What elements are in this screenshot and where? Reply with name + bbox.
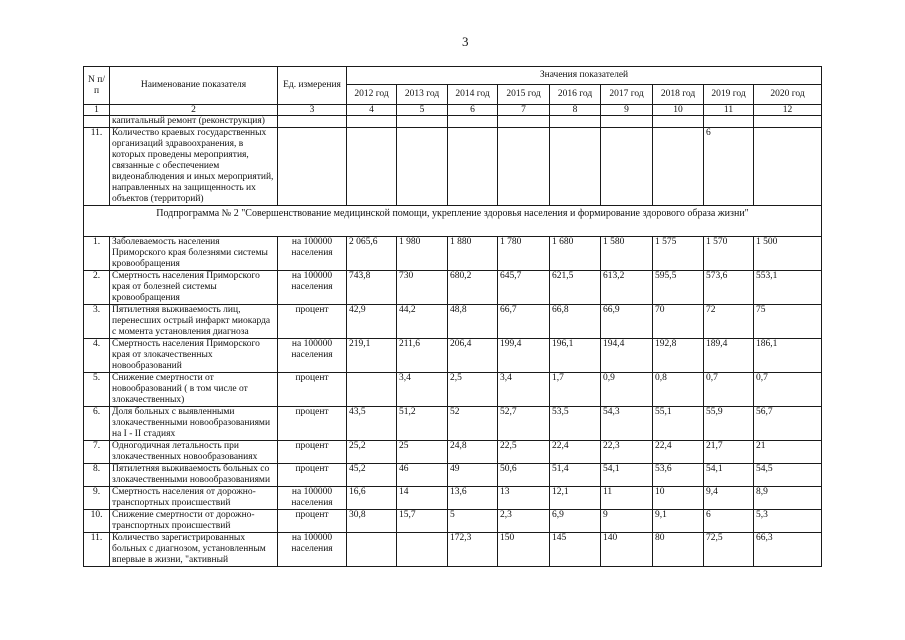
value-cell: 621,5 — [550, 271, 601, 305]
column-number: 7 — [498, 105, 550, 116]
value-cell: 48,8 — [448, 305, 498, 339]
value-cell: 52 — [448, 407, 498, 441]
value-cell: 0,7 — [704, 373, 754, 407]
subprogram-title: Подпрограмма № 2 "Совершенствование медицинской помощи, укрепление здоровья населения и формирование здорового образа жизни" — [84, 206, 822, 237]
row-number: 1. — [84, 237, 110, 271]
unit: процент — [278, 441, 347, 464]
value-cell: 75 — [754, 305, 822, 339]
value-cell: 42,9 — [347, 305, 397, 339]
indicator-name: Смертность населения от дорожно-транспортных происшествий — [110, 487, 278, 510]
value-cell: 743,8 — [347, 271, 397, 305]
unit: процент — [278, 464, 347, 487]
value-cell: 6 — [704, 510, 754, 533]
value-cell: 66,3 — [754, 533, 822, 567]
value-cell: 45,2 — [347, 464, 397, 487]
value-cell: 645,7 — [498, 271, 550, 305]
value-cell: 16,6 — [347, 487, 397, 510]
value-cell — [347, 128, 397, 206]
value-cell: 553,1 — [754, 271, 822, 305]
header-year: 2015 год — [498, 85, 550, 105]
value-cell: 25,2 — [347, 441, 397, 464]
table-row — [84, 305, 822, 339]
value-cell: 1 580 — [601, 237, 653, 271]
indicator-name: Смертность населения Приморского края от болезней системы кровообращения — [110, 271, 278, 305]
value-cell: 22,4 — [550, 441, 601, 464]
value-cell: 25 — [397, 441, 448, 464]
indicator-name: Доля больных с выявленными злокачественными новообразованиями на I - II стадиях — [110, 407, 278, 441]
value-cell: 1 570 — [704, 237, 754, 271]
value-cell: 14 — [397, 487, 448, 510]
value-cell: 12,1 — [550, 487, 601, 510]
column-number: 10 — [653, 105, 704, 116]
value-cell: 0,8 — [653, 373, 704, 407]
value-cell: 66,7 — [498, 305, 550, 339]
continuation-row — [84, 116, 822, 128]
header-num: N п/п — [84, 67, 110, 105]
value-cell: 573,6 — [704, 271, 754, 305]
value-cell: 2 065,6 — [347, 237, 397, 271]
column-number: 12 — [754, 105, 822, 116]
value-cell: 2,5 — [448, 373, 498, 407]
value-cell: 70 — [653, 305, 704, 339]
value-cell: 1 880 — [448, 237, 498, 271]
value-cell: 211,6 — [397, 339, 448, 373]
column-number: 4 — [347, 105, 397, 116]
table-row — [84, 441, 822, 464]
value-cell: 22,3 — [601, 441, 653, 464]
header-year: 2013 год — [397, 85, 448, 105]
table-row — [84, 128, 822, 206]
table-row — [84, 237, 822, 271]
value-cell: 22,5 — [498, 441, 550, 464]
value-cell: 53,6 — [653, 464, 704, 487]
value-cell: 66,9 — [601, 305, 653, 339]
value-cell: 3,4 — [397, 373, 448, 407]
value-cell: 3,4 — [498, 373, 550, 407]
value-cell: 192,8 — [653, 339, 704, 373]
row-number: 10. — [84, 510, 110, 533]
value-cell — [653, 128, 704, 206]
value-cell — [601, 128, 653, 206]
value-cell: 72,5 — [704, 533, 754, 567]
column-number: 2 — [110, 105, 278, 116]
header-year: 2018 год — [653, 85, 704, 105]
value-cell: 21 — [754, 441, 822, 464]
value-cell: 1 680 — [550, 237, 601, 271]
unit: на 100000 населения — [278, 487, 347, 510]
value-cell: 24,8 — [448, 441, 498, 464]
value-cell: 15,7 — [397, 510, 448, 533]
indicators-table — [83, 66, 822, 567]
indicator-name: Пятилетняя выживаемость больных со злокачественными новообразованиями — [110, 464, 278, 487]
value-cell: 55,1 — [653, 407, 704, 441]
value-cell: 51,4 — [550, 464, 601, 487]
value-cell: 680,2 — [448, 271, 498, 305]
value-cell: 1 980 — [397, 237, 448, 271]
table-row — [84, 510, 822, 533]
value-cell: 44,2 — [397, 305, 448, 339]
value-cell: 140 — [601, 533, 653, 567]
value-cell: 194,4 — [601, 339, 653, 373]
value-cell: 54,3 — [601, 407, 653, 441]
header-values: Значения показателей — [347, 67, 822, 85]
value-cell: 1 575 — [653, 237, 704, 271]
value-cell: 80 — [653, 533, 704, 567]
value-cell — [347, 373, 397, 407]
row-number: 5. — [84, 373, 110, 407]
unit: на 100000 населения — [278, 271, 347, 305]
value-cell: 8,9 — [754, 487, 822, 510]
unit: процент — [278, 305, 347, 339]
value-cell: 1 500 — [754, 237, 822, 271]
value-cell: 10 — [653, 487, 704, 510]
value-cell: 9,4 — [704, 487, 754, 510]
value-cell: 55,9 — [704, 407, 754, 441]
header-year: 2014 год — [448, 85, 498, 105]
header-year: 2016 год — [550, 85, 601, 105]
table-row — [84, 487, 822, 510]
unit: процент — [278, 510, 347, 533]
value-cell: 13 — [498, 487, 550, 510]
unit: на 100000 населения — [278, 339, 347, 373]
column-number: 3 — [278, 105, 347, 116]
value-cell: 730 — [397, 271, 448, 305]
row-number: 8. — [84, 464, 110, 487]
value-cell — [550, 128, 601, 206]
value-cell: 1,7 — [550, 373, 601, 407]
subprogram-row — [84, 206, 822, 237]
value-cell: 21,7 — [704, 441, 754, 464]
value-cell: 22,4 — [653, 441, 704, 464]
table-row — [84, 373, 822, 407]
row-number: 7. — [84, 441, 110, 464]
indicator-name: Снижение смертности от новообразований ( в том числе от злокачественных) — [110, 373, 278, 407]
indicator-name: Количество краевых государственных организаций здравоохранения, в которых проведены мероприятия, связанные с обеспечением видеонаблюдения и иных мероприятий, направленных на защищенность их объектов (территорий) — [110, 128, 278, 206]
row-number: 3. — [84, 305, 110, 339]
row-number: 2. — [84, 271, 110, 305]
header-year: 2017 год — [601, 85, 653, 105]
value-cell — [397, 128, 448, 206]
column-number: 5 — [397, 105, 448, 116]
row-number: 6. — [84, 407, 110, 441]
value-cell: 72 — [704, 305, 754, 339]
indicator-name: Количество зарегистрированных больных с диагнозом, установленным впервые в жизни, "активный — [110, 533, 278, 567]
value-cell: 54,1 — [601, 464, 653, 487]
value-cell: 145 — [550, 533, 601, 567]
table-row — [84, 464, 822, 487]
page-number: 3 — [462, 34, 469, 49]
indicator-name: Пятилетняя выживаемость лиц, перенесших острый инфаркт миокарда с момента установления диагноза — [110, 305, 278, 339]
value-cell: 186,1 — [754, 339, 822, 373]
value-cell: 2,3 — [498, 510, 550, 533]
row-number: 4. — [84, 339, 110, 373]
value-cell: 0,9 — [601, 373, 653, 407]
value-cell — [448, 128, 498, 206]
table-row — [84, 339, 822, 373]
value-cell: 46 — [397, 464, 448, 487]
value-cell: 52,7 — [498, 407, 550, 441]
value-cell: 54,1 — [704, 464, 754, 487]
column-number: 9 — [601, 105, 653, 116]
unit: на 100000 населения — [278, 237, 347, 271]
row-number: 11. — [84, 533, 110, 567]
value-cell: 5 — [448, 510, 498, 533]
unit: процент — [278, 407, 347, 441]
value-cell: 189,4 — [704, 339, 754, 373]
header-year: 2019 год — [704, 85, 754, 105]
indicator-name: Заболеваемость населения Приморского края болезнями системы кровообращения — [110, 237, 278, 271]
row-number: 11. — [84, 128, 110, 206]
unit: на 100000 населения — [278, 533, 347, 567]
value-cell: 13,6 — [448, 487, 498, 510]
value-cell: 5,3 — [754, 510, 822, 533]
value-cell: 196,1 — [550, 339, 601, 373]
table-row — [84, 533, 822, 567]
value-cell: 1 780 — [498, 237, 550, 271]
value-cell: 219,1 — [347, 339, 397, 373]
value-cell: 595,5 — [653, 271, 704, 305]
value-cell: 6,9 — [550, 510, 601, 533]
value-cell — [347, 533, 397, 567]
value-cell: 6 — [704, 128, 754, 206]
value-cell: 150 — [498, 533, 550, 567]
value-cell: 30,8 — [347, 510, 397, 533]
header-year: 2012 год — [347, 85, 397, 105]
value-cell: 56,7 — [754, 407, 822, 441]
value-cell: 49 — [448, 464, 498, 487]
value-cell: 9,1 — [653, 510, 704, 533]
value-cell: 199,4 — [498, 339, 550, 373]
table-row — [84, 407, 822, 441]
value-cell: 43,5 — [347, 407, 397, 441]
row-name: капитальный ремонт (реконструкция) — [110, 116, 278, 128]
value-cell — [498, 128, 550, 206]
unit: процент — [278, 373, 347, 407]
value-cell: 206,4 — [448, 339, 498, 373]
header-name: Наименование показателя — [110, 67, 278, 105]
value-cell: 53,5 — [550, 407, 601, 441]
column-number: 1 — [84, 105, 110, 116]
value-cell: 613,2 — [601, 271, 653, 305]
value-cell: 172,3 — [448, 533, 498, 567]
value-cell: 11 — [601, 487, 653, 510]
value-cell: 9 — [601, 510, 653, 533]
column-number: 11 — [704, 105, 754, 116]
value-cell — [754, 128, 822, 206]
column-number: 6 — [448, 105, 498, 116]
column-number: 8 — [550, 105, 601, 116]
header-year: 2020 год — [754, 85, 822, 105]
value-cell: 54,5 — [754, 464, 822, 487]
value-cell: 66,8 — [550, 305, 601, 339]
unit — [278, 128, 347, 206]
table-row — [84, 271, 822, 305]
indicator-name: Снижение смертности от дорожно-транспортных происшествий — [110, 510, 278, 533]
indicator-name: Одногодичная летальность при злокачественных новообразованиях — [110, 441, 278, 464]
value-cell: 0,7 — [754, 373, 822, 407]
value-cell — [397, 533, 448, 567]
value-cell: 51,2 — [397, 407, 448, 441]
row-number: 9. — [84, 487, 110, 510]
header-unit: Ед. измерения — [278, 67, 347, 105]
indicator-name: Смертность населения Приморского края от злокачественных новообразований — [110, 339, 278, 373]
value-cell: 50,6 — [498, 464, 550, 487]
